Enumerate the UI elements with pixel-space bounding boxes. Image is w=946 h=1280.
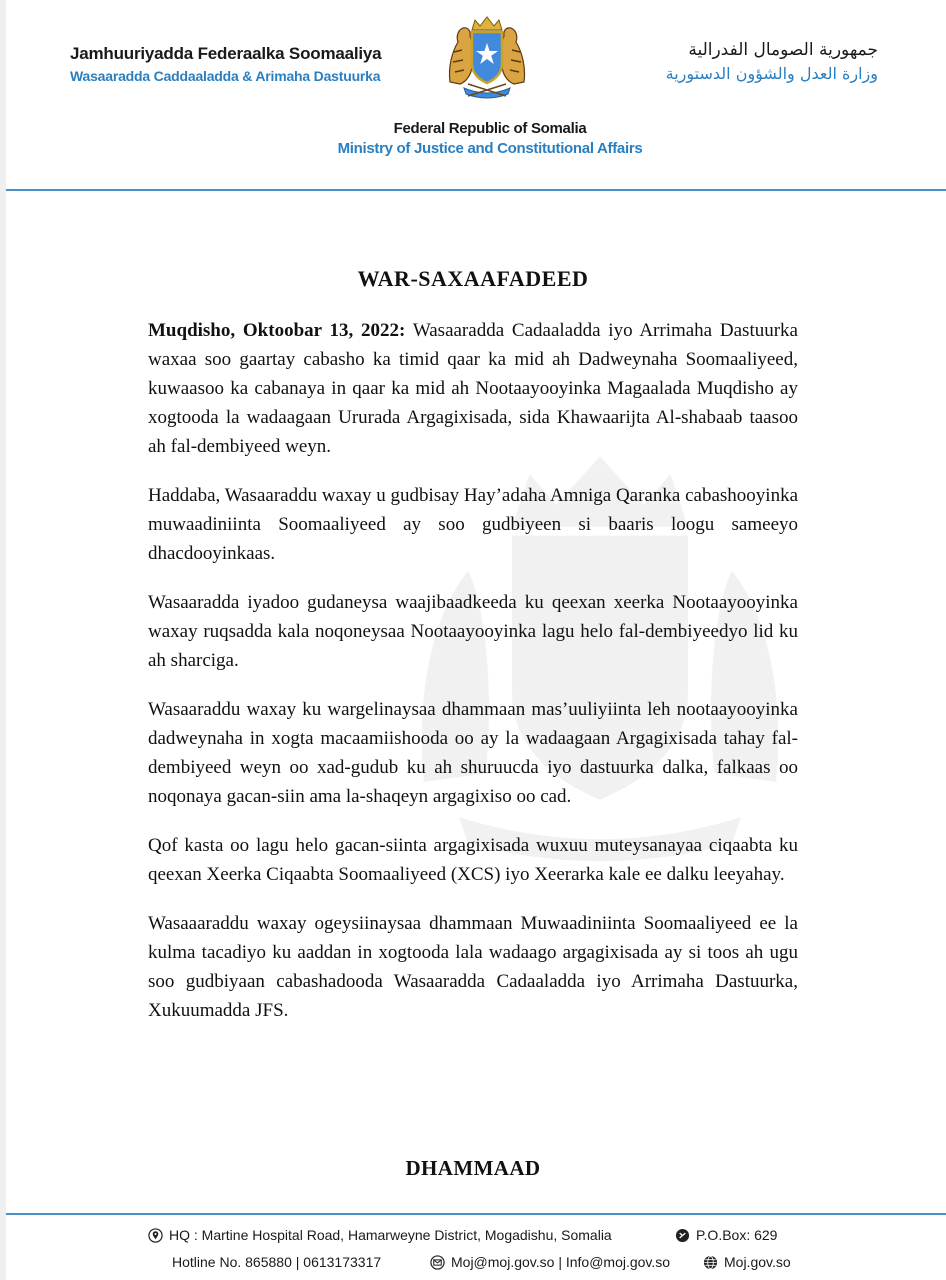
paragraph-6: Wasaaaraddu waxay ogeysiinaysaa dhammaan Muwaadiniinta Soomaaliyeed ee la kulma tacadiyo ku aaddan in xogtooda lala wadaago argagixisada ay si toos ah ugu soo gudbiyaan cabashadooda Wasaaradda Cadaaladda iyo Arrimaha Dastuurka, Xukuumadda JFS. [148,913,798,1021]
footer-website-text[interactable]: Moj.gov.so [724,1254,791,1270]
paragraph-1-text: Wasaaradda Cadaaladda iyo Arrimaha Dastuurka waxaa soo gaartay cabasho ka timid qaar ka mid ah Dadweynaha Soomaaliyeed, kuwaasoo ka cabanaya in qaar ka mid ah Nootaayooyinka Magaalada Muqdisho ay xogtooda la wadaagaan Ururada Argagixisada, sida Khawaarijta Al-shabaab taasoo ah fal-dembiyeed weyn. [148,320,798,457]
footer-divider [6,1213,946,1215]
footer-email-text[interactable]: Moj@moj.gov.so | Info@moj.gov.so [451,1254,671,1270]
po-box-icon [675,1228,690,1243]
footer-hotline [172,1254,381,1270]
paragraph-3: Wasaaradda iyadoo gudaneysa waajibaadkeeda ku qeexan xeerka Nootaayooyinka waxay ruqsadda kala noqoneysaa Nootaayooyinka lagu helo fal-dembiyeedyo lid ku ah sharciga. [148,592,798,671]
letterhead-english-country: Federal Republic of Somalia [393,120,587,137]
letterhead-arabic-ministry: وزارة العدل والشؤون الدستورية [665,64,878,83]
footer [0,1222,946,1280]
closing-word: DHAMMAAD [405,1156,541,1180]
header-divider [6,189,946,191]
press-release-body [148,316,798,1045]
letterhead-somali-country: Jamhuuriyadda Federaalka Soomaaliya [70,44,382,63]
dateline: Muqdisho, Oktoobar 13, 2022: [148,320,406,341]
letterhead-arabic-country: جمهورية الصومال الفدرالية [688,40,878,60]
footer-website [703,1254,791,1270]
footer-hotline-text: Hotline No. 865880 | 0613173317 [172,1254,382,1270]
footer-pobox [675,1227,777,1243]
letterhead [0,0,946,192]
page-edge [0,0,6,1280]
location-pin-icon [148,1228,163,1243]
letterhead-english [0,120,946,157]
footer-email [430,1254,670,1270]
footer-address-text: HQ : Martine Hospital Road, Hamarweyne District, Mogadishu, Somalia [169,1227,612,1243]
letterhead-english-ministry: Ministry of Justice and Constitutional Affairs [337,140,643,157]
paragraph-5: Qof kasta oo lagu helo gacan-siinta argagixisada wuxuu muteysanayaa ciqaabta ku qeexan Xeerka Ciqaabta Soomaaliyeed (XCS) iyo Xeerarka kale ee dalku leeyahay. [148,835,798,885]
letterhead-arabic [666,40,878,83]
footer-address [148,1227,612,1243]
somalia-coat-of-arms-icon [442,12,532,102]
letterhead-somali [70,44,381,84]
email-icon [430,1255,445,1270]
paragraph-2: Haddaba, Wasaaraddu waxay u gudbisay Hay’adaha Amniga Qaranka cabashooyinka muwaadiniinta Soomaaliyeed ay soo gudbiyeen si baaris loogu sameeyo dhacdooyinkaas. [148,485,798,564]
paragraph-4: Wasaaraddu waxay ku wargelinaysaa dhammaan mas’uuliyiinta leh nootaayooyinka dadweynaha in xogta macaamiishooda oo ay la wadaagaan Argagixisada tahay fal-dembiyeed weyn oo xad-gudub ku ah shuruucda iyo dastuurka dalka, falkaas oo noqonaya gacan-siin ama la-shaqeyn argagixiso oo cad. [148,699,798,807]
footer-pobox-text: P.O.Box: 629 [696,1227,778,1243]
globe-icon [703,1255,718,1270]
document-title: WAR-SAXAAFADEED [357,266,589,291]
paragraph-1 [148,316,798,461]
letterhead-somali-ministry: Wasaaradda Caddaaladda & Arimaha Dastuurka [70,68,381,84]
